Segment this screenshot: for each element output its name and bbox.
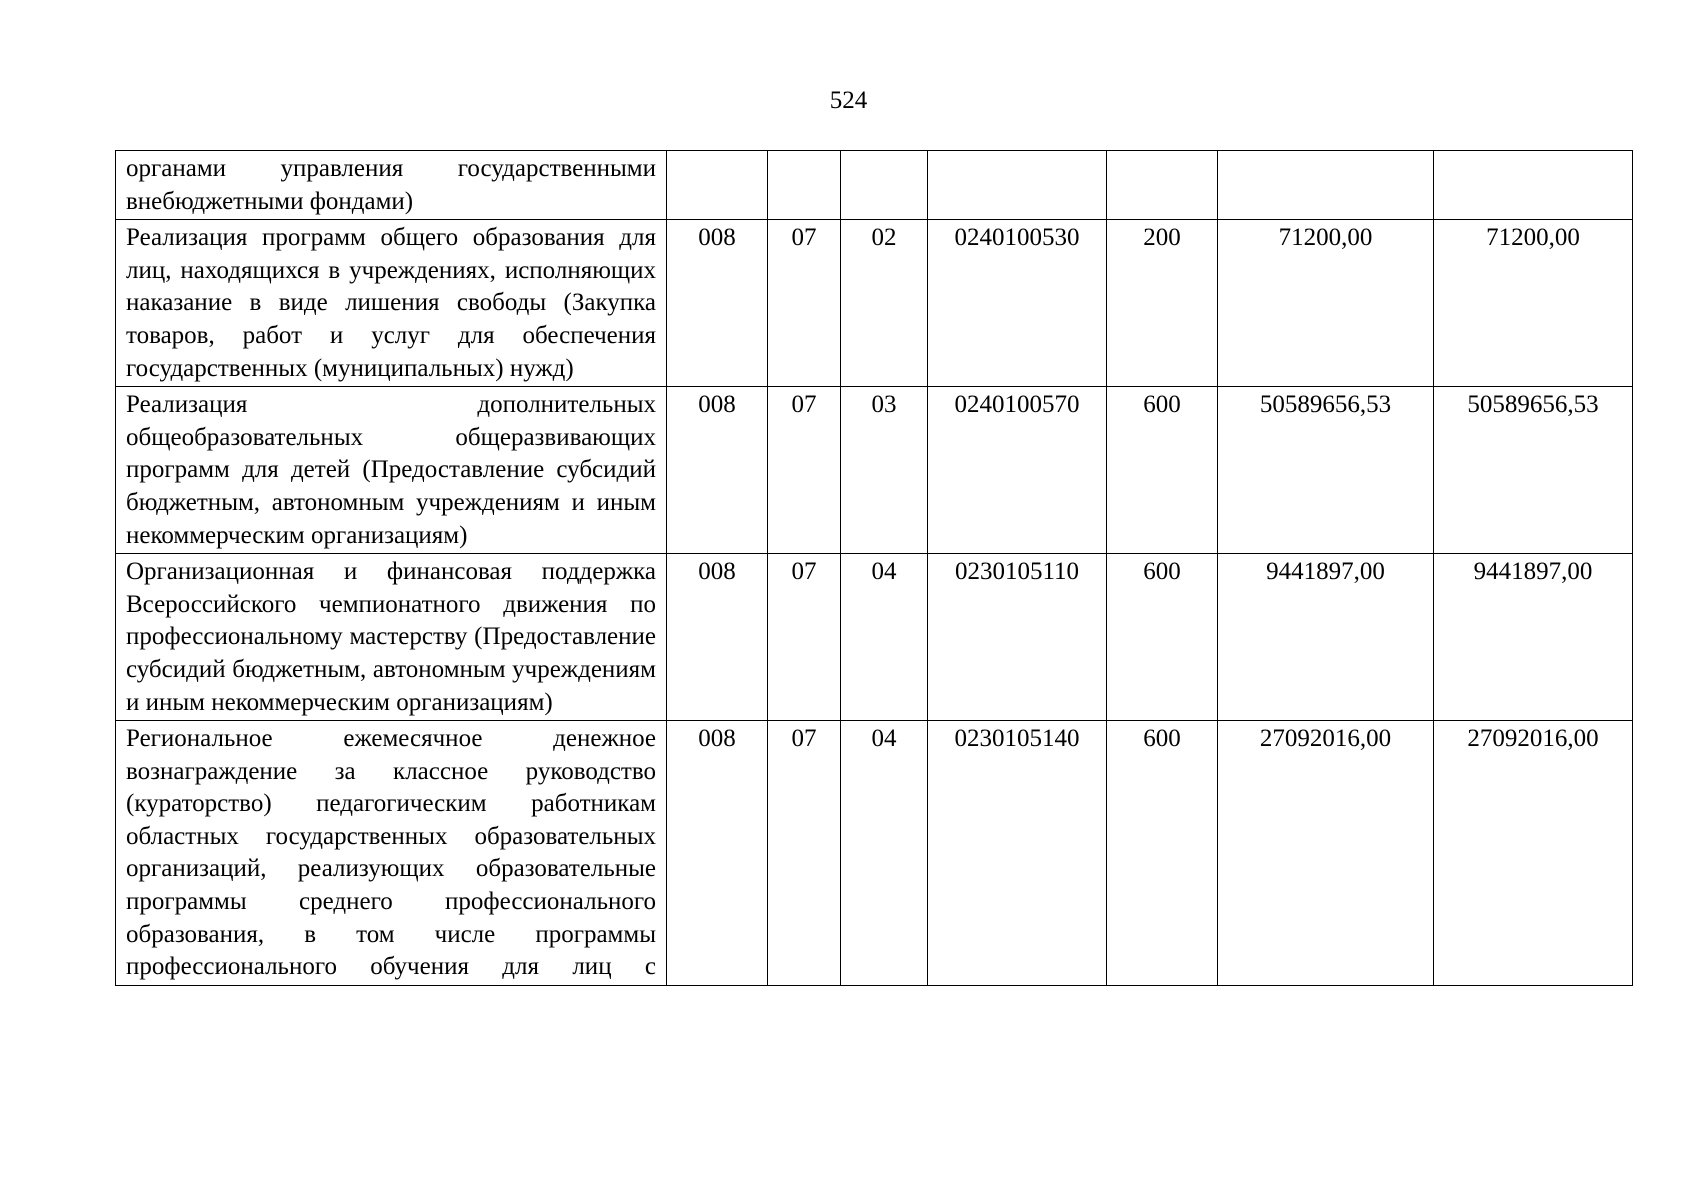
- row-amount-2: 71200,00: [1434, 220, 1633, 387]
- table-row: [116, 220, 1633, 387]
- row-target-article: 0240100530: [928, 220, 1107, 387]
- row-name: Реализация дополнительных общеобразовательных общеразвивающих программ для детей (Предоставление субсидий бюджетным, автономным учреждениям и иным некоммерческим организациям): [116, 387, 667, 554]
- row-expense-type: 600: [1107, 387, 1218, 554]
- row-target-article: [928, 151, 1107, 220]
- row-subsection: 02: [841, 220, 928, 387]
- row-amount-1: 27092016,00: [1218, 721, 1434, 986]
- row-amount-2: 50589656,53: [1434, 387, 1633, 554]
- row-subsection: 03: [841, 387, 928, 554]
- page-number: 524: [829, 87, 868, 114]
- row-section: 07: [768, 554, 841, 721]
- row-section: 07: [768, 387, 841, 554]
- row-ministry: 008: [667, 554, 768, 721]
- table-row: [116, 721, 1633, 986]
- row-expense-type: 200: [1107, 220, 1218, 387]
- row-amount-2: 27092016,00: [1434, 721, 1633, 986]
- row-subsection: 04: [841, 554, 928, 721]
- budget-table: [115, 150, 1633, 986]
- row-target-article: 0240100570: [928, 387, 1107, 554]
- row-subsection: [841, 151, 928, 220]
- row-ministry: 008: [667, 220, 768, 387]
- row-expense-type: 600: [1107, 554, 1218, 721]
- row-section: 07: [768, 721, 841, 986]
- row-target-article: 0230105110: [928, 554, 1107, 721]
- row-amount-1: 50589656,53: [1218, 387, 1434, 554]
- row-name: Региональное ежемесячное денежное вознаграждение за классное руководство (кураторство) педагогическим работникам областных государственных образовательных организаций, реализующих образовательные программы среднего профессионального образования, в том числе программы профессионального обучения для лиц с: [116, 721, 667, 986]
- row-ministry: 008: [667, 387, 768, 554]
- row-subsection: 04: [841, 721, 928, 986]
- table-row: [116, 554, 1633, 721]
- row-amount-2: [1434, 151, 1633, 220]
- row-amount-1: 9441897,00: [1218, 554, 1434, 721]
- row-amount-2: 9441897,00: [1434, 554, 1633, 721]
- row-section: 07: [768, 220, 841, 387]
- row-amount-1: 71200,00: [1218, 220, 1434, 387]
- row-expense-type: 600: [1107, 721, 1218, 986]
- row-name: Реализация программ общего образования для лиц, находящихся в учреждениях, исполняющих наказание в виде лишения свободы (Закупка товаров, работ и услуг для обеспечения государственных (муниципальных) нужд): [116, 220, 667, 387]
- table-row: [116, 387, 1633, 554]
- row-section: [768, 151, 841, 220]
- row-expense-type: [1107, 151, 1218, 220]
- row-target-article: 0230105140: [928, 721, 1107, 986]
- table-row: [116, 151, 1633, 220]
- row-amount-1: [1218, 151, 1434, 220]
- row-ministry: [667, 151, 768, 220]
- row-name: органами управления государственными внебюджетными фондами): [116, 151, 667, 220]
- row-name: Организационная и финансовая поддержка Всероссийского чемпионатного движения по профессиональному мастерству (Предоставление субсидий бюджетным, автономным учреждениям и иным некоммерческим организациям): [116, 554, 667, 721]
- row-ministry: 008: [667, 721, 768, 986]
